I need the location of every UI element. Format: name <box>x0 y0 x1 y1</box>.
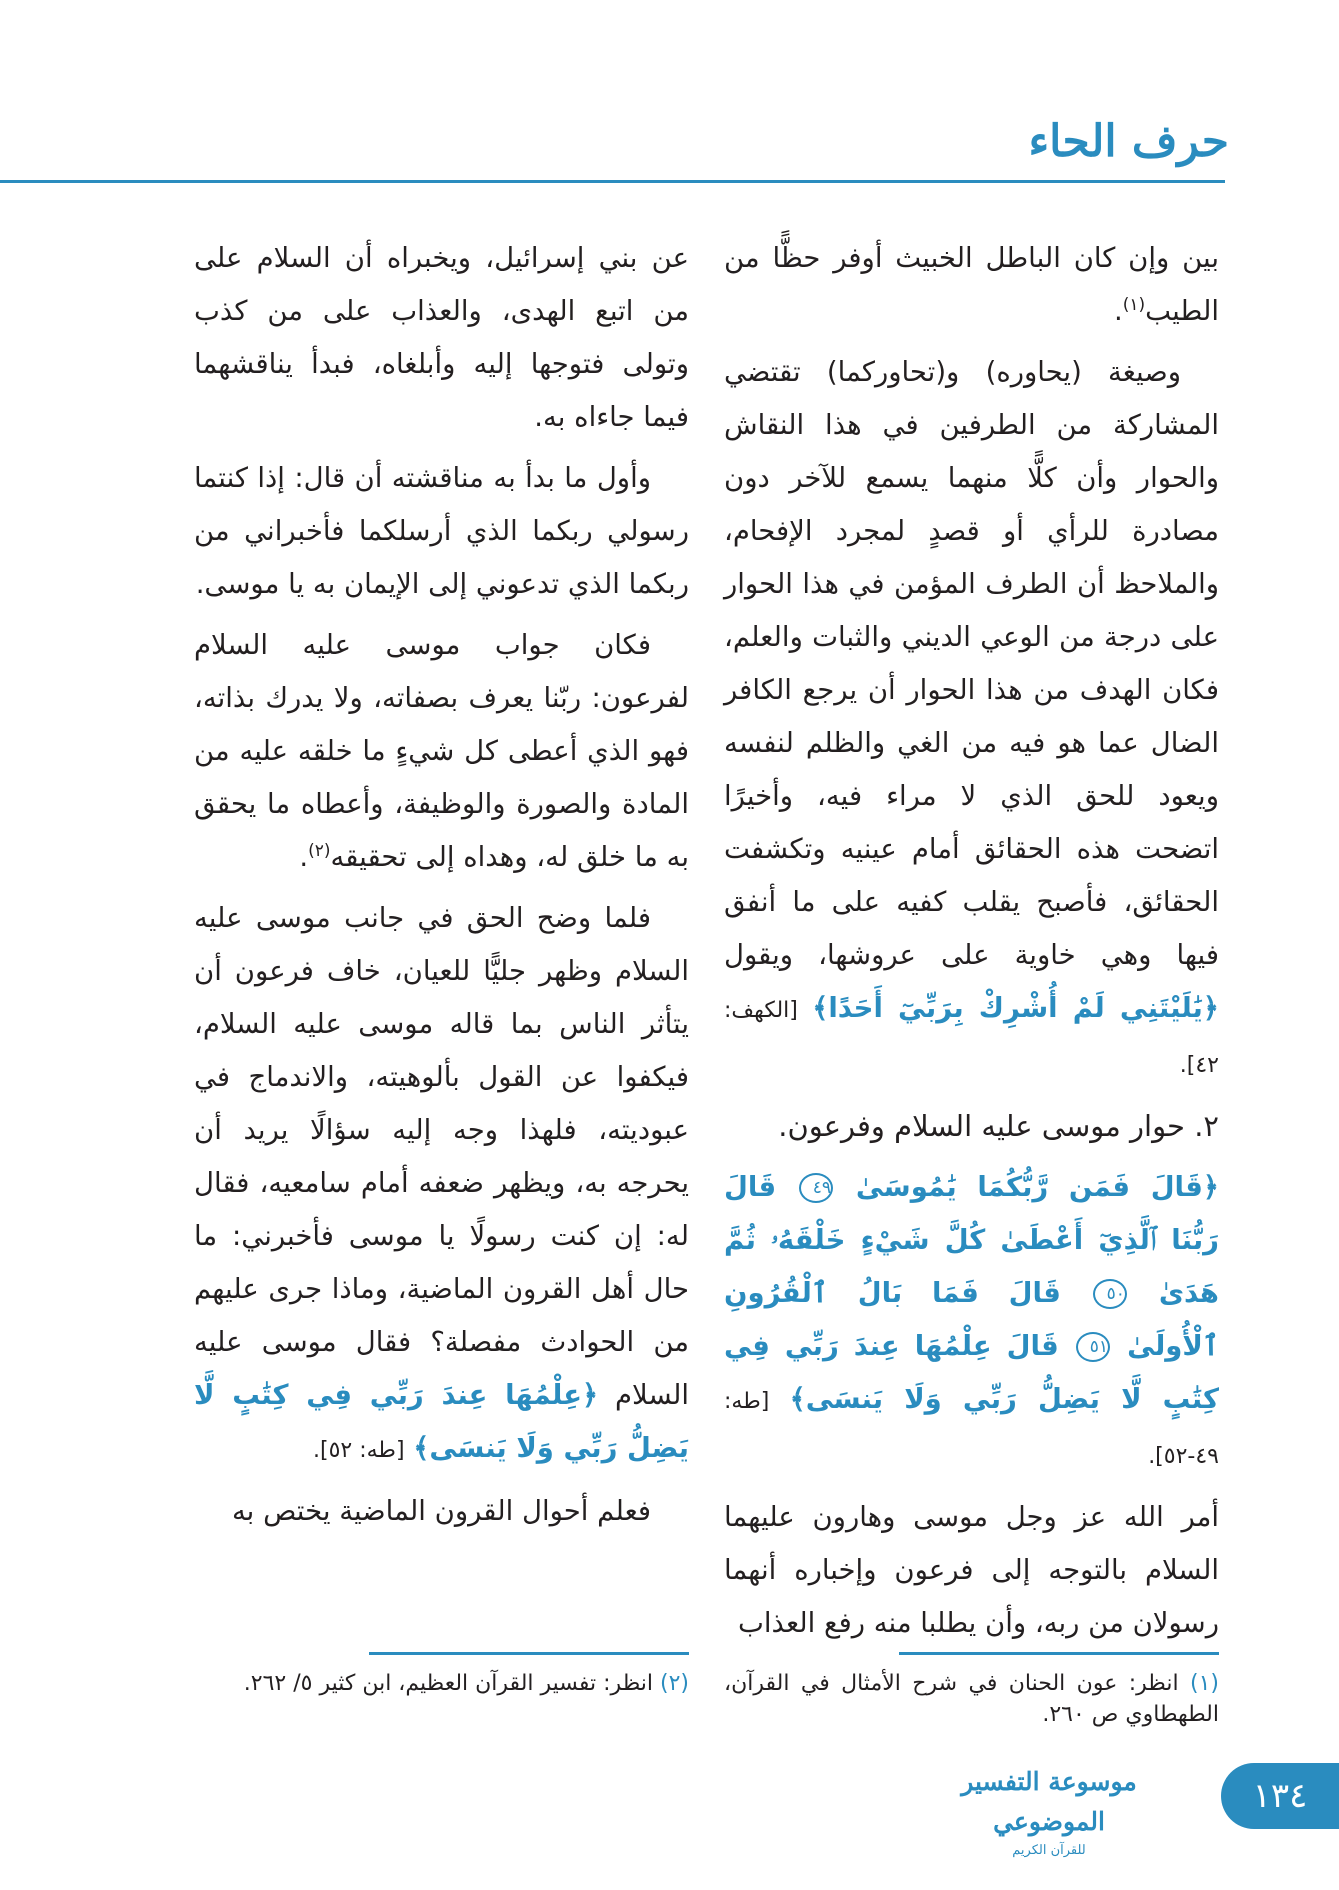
footnote-rule <box>369 1652 689 1655</box>
footnote-number: (٢) <box>659 1671 689 1696</box>
paragraph <box>724 346 1219 1092</box>
encyclopedia-logo <box>919 1762 1179 1858</box>
quran-verse: قَالَ عِلْمُهَا عِندَ رَبِّي فِي كِتَٰبٍ لَّا يَضِلُّ رَبِّي وَلَا يَنسَى﴾ <box>724 1330 1219 1415</box>
page-number: ١٣٤ <box>1221 1763 1339 1829</box>
paragraph-text: فكان جواب موسى عليه السلام لفرعون: ربّنا يعرف بصفاته، ولا يدرك بذاته، فهو الذي أعطى كل شيءٍ ما خلقه عليه من المادة والصورة والوظيفة، وأعطاه ما يحقق به ما خلق له، وهداه إلى تحقيقه <box>194 629 689 873</box>
footnote-marker[interactable]: (٢) <box>308 840 331 861</box>
header-rule <box>0 180 1225 183</box>
ayah-number-badge: ٥١ <box>1076 1332 1110 1362</box>
logo-title: موسوعة التفسير الموضوعي <box>961 1767 1137 1836</box>
quran-verse: ﴿عِلْمُهَا عِندَ رَبِّي فِي كِتَٰبٍ لَّا يَضِلُّ رَبِّي وَلَا يَنسَى﴾ <box>194 1379 689 1464</box>
paragraph <box>194 619 689 884</box>
footnote-text: انظر: تفسير القرآن العظيم، ابن كثير ٥/ ٢٦٢. <box>243 1671 653 1696</box>
section-heading: ٢. حوار موسى عليه السلام وفرعون. <box>778 1109 1219 1143</box>
quran-verse: ﴿قَالَ فَمَن رَّبُّكُمَا يَٰمُوسَىٰ <box>855 1171 1220 1203</box>
paragraph: فعلم أحوال القرون الماضية يختص به <box>231 1495 651 1527</box>
paragraph-text: وصيغة (يحاوره) و(تحاوركما) تقتضي المشاركة من الطرفين في هذا النقاش والحوار وأن كلًّا منهما يسمع للآخر دون مصادرة للرأي أو قصدٍ لمجرد الإفحام، والملاحظ أن الطرف المؤمن في هذا الحوار على درجة من الوعي الديني والثبات والعلم، فكان الهدف من هذا الحوار أن يرجع الكافر الضال عما هو فيه من الغي والظلم لنفسه ويعود للحق الذي لا مراء فيه، وأخيرًا اتضحت هذه الحقائق أمام عينيه وتكشفت الحقائق، فأصبح يقلب كفيه على ما أنفق فيها وهي خاوية على عروشها، ويقول <box>724 356 1219 971</box>
quran-block <box>724 1161 1219 1483</box>
paragraph <box>724 232 1219 338</box>
left-column <box>194 232 689 1546</box>
paragraph-text: بين وإن كان الباطل الخبيث أوفر حظًّا من الطيب <box>724 242 1219 327</box>
verse-reference: [طه: ٥٢]. <box>313 1438 405 1463</box>
verse-reference: [طه: ٤٩-٥٢]. <box>724 1389 1219 1469</box>
footnote-text: انظر: عون الحنان في شرح الأمثال في القرآن، الطهطاوي ص ٢٦٠. <box>724 1671 1219 1727</box>
logo-subtitle: للقرآن الكريم <box>1012 1843 1086 1858</box>
paragraph-end: . <box>299 841 309 873</box>
ayah-number-badge: ٤٩ <box>799 1173 833 1203</box>
section-title: حرف الحاء <box>1028 116 1229 167</box>
paragraph: عن بني إسرائيل، ويخبراه أن السلام على من اتبع الهدى، والعذاب على من كذب وتولى فتوجها إليه وأبلغاه، فبدأ يناقشهما فيما جاءاه به. <box>194 242 689 433</box>
quran-verse: قَالَ رَبُّنَا ٱلَّذِيٓ أَعْطَىٰ كُلَّ شَيْءٍ خَلْقَهُۥ ثُمَّ هَدَىٰ <box>724 1171 1219 1309</box>
paragraph-end: . <box>1113 295 1123 327</box>
paragraph-text: فلما وضح الحق في جانب موسى عليه السلام وظهر جليًّا للعيان، خاف فرعون أن يتأثر الناس بما قاله موسى عليه السلام، فيكفوا عن القول بألوهيته، والاندماج في عبوديته، فلهذا وجه إليه سؤالًا يريد أن يحرجه به، ويظهر ضعفه أمام سامعيه، فقال له: إن كنت رسولًا يا موسى فأخبرني: ما حال أهل القرون الماضية، وماذا جرى عليهم من الحوادث مفصلة؟ فقال موسى عليه السلام <box>194 902 690 1411</box>
footnote-rule <box>899 1652 1219 1655</box>
quran-verse: قَالَ فَمَا بَالُ ٱلْقُرُونِ ٱلْأُولَىٰ <box>724 1277 1219 1362</box>
footnote-1 <box>724 1668 1219 1730</box>
ayah-number-badge: ٥٠ <box>1093 1279 1127 1309</box>
quran-verse: ﴿يَٰلَيْتَنِي لَمْ أُشْرِكْ بِرَبِّيٓ أَحَدًا﴾ <box>812 992 1219 1024</box>
footnote-number: (١) <box>1189 1671 1219 1696</box>
paragraph <box>194 892 689 1477</box>
footnote-2 <box>194 1668 689 1699</box>
right-column <box>724 232 1219 1658</box>
paragraph: أمر الله عز وجل موسى وهارون عليهما السلام بالتوجه إلى فرعون وإخباره أنهما رسولان من ربه، وأن يطلبا منه رفع العذاب <box>724 1501 1219 1639</box>
paragraph: وأول ما بدأ به مناقشته أن قال: إذا كنتما رسولي ربكما الذي أرسلكما فأخبراني من ربكما الذي تدعوني إلى الإيمان به يا موسى. <box>194 462 689 600</box>
footnote-marker[interactable]: (١) <box>1122 294 1146 315</box>
verse-reference: [الكهف: ٤٢]. <box>724 998 1219 1078</box>
